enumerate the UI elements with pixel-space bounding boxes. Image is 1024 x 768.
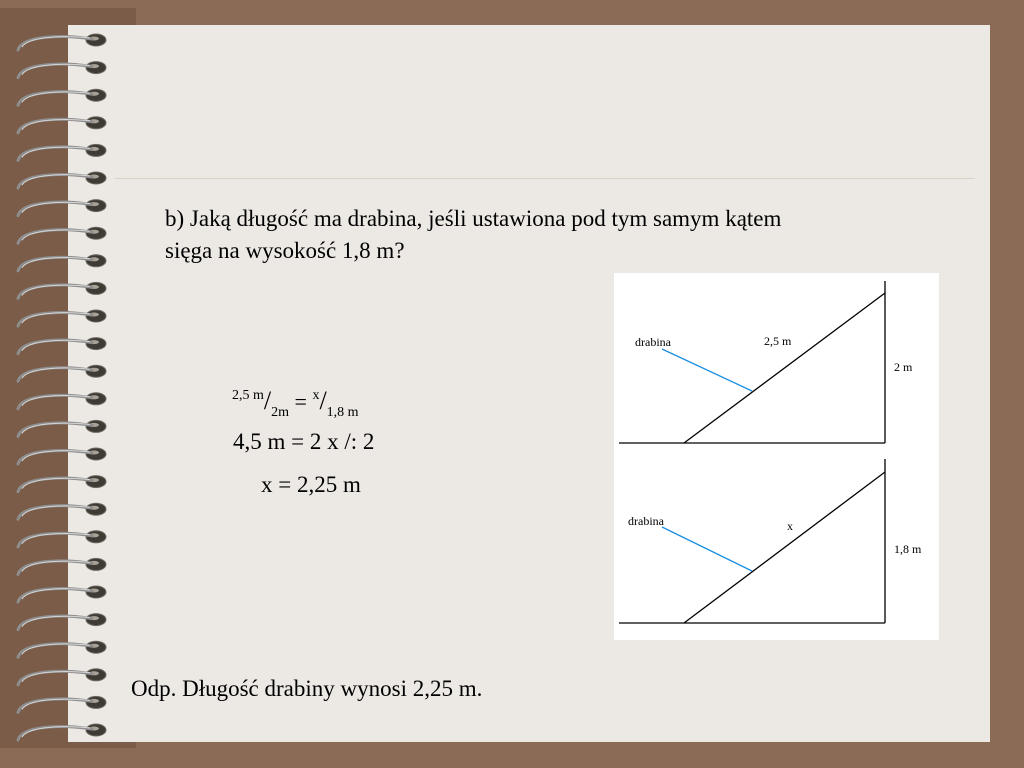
spiral-ring-icon — [18, 614, 106, 630]
spiral-ring-icon — [18, 586, 106, 602]
spiral-ring-icon — [18, 255, 106, 271]
spiral-ring-icon — [18, 34, 106, 50]
ladder-pointer-bottom — [662, 527, 752, 571]
ladder-label-bottom: drabina — [628, 514, 664, 528]
spiral-ring-icon — [18, 338, 106, 354]
proportion-equation — [232, 386, 359, 421]
spiral-ring-icon — [18, 503, 106, 519]
length-label-top: 2,5 m — [764, 334, 792, 348]
equation-step-2: 4,5 m = 2 x /: 2 — [233, 429, 375, 454]
spiral-ring-icon — [18, 117, 106, 133]
question-line-2: sięga na wysokość 1,8 m? — [165, 238, 405, 263]
question-text — [165, 203, 925, 267]
ladder-figure — [614, 273, 939, 640]
spiral-ring-icon — [18, 448, 106, 464]
spiral-ring-icon — [18, 172, 106, 188]
spiral-ring-icon — [18, 724, 106, 740]
spiral-ring-icon — [18, 558, 106, 574]
spiral-ring-icon — [18, 62, 106, 78]
question-line-1: b) Jaką długość ma drabina, jeśli ustawiona pod tym samym kątem — [165, 206, 782, 231]
equation-result: x = 2,25 m — [261, 472, 361, 497]
proportion-slash-1: / — [263, 386, 272, 415]
proportion-numerator-2: x — [312, 388, 320, 403]
proportion-denominator-1: 2m — [271, 405, 290, 420]
ladder-pointer-top — [662, 349, 752, 391]
ladder-line-top — [684, 293, 885, 443]
spiral-ring-icon — [18, 89, 106, 105]
ladder-label-top: drabina — [635, 335, 671, 349]
spiral-ring-icon — [18, 310, 106, 326]
spiral-ring-icon — [18, 365, 106, 381]
length-label-bottom: x — [787, 519, 793, 533]
spiral-binding-icon — [0, 0, 130, 768]
ladder-diagram-bottom — [619, 459, 922, 623]
proportion-equals: = — [289, 389, 313, 414]
ladder-diagram-top — [619, 281, 913, 443]
spiral-ring-icon — [18, 531, 106, 547]
proportion-slash-2: / — [319, 386, 327, 415]
spiral-ring-icon — [18, 696, 106, 712]
spiral-ring-icon — [18, 282, 106, 298]
spiral-ring-icon — [18, 144, 106, 160]
proportion-denominator-2: 1,8 m — [326, 405, 359, 420]
proportion-numerator-1: 2,5 m — [232, 388, 264, 403]
spiral-ring-icon — [18, 669, 106, 685]
spiral-ring-icon — [18, 393, 106, 409]
spiral-ring-icon — [18, 476, 106, 492]
answer-text: Odp. Długość drabiny wynosi 2,25 m. — [131, 676, 483, 701]
spiral-ring-icon — [18, 641, 106, 657]
spiral-ring-icon — [18, 200, 106, 216]
spiral-ring-icon — [18, 420, 106, 436]
page-rule-line — [115, 178, 975, 179]
height-label-top: 2 m — [894, 360, 913, 374]
height-label-bottom: 1,8 m — [894, 542, 922, 556]
ladder-line-bottom — [684, 472, 885, 623]
spiral-ring-icon — [18, 227, 106, 243]
